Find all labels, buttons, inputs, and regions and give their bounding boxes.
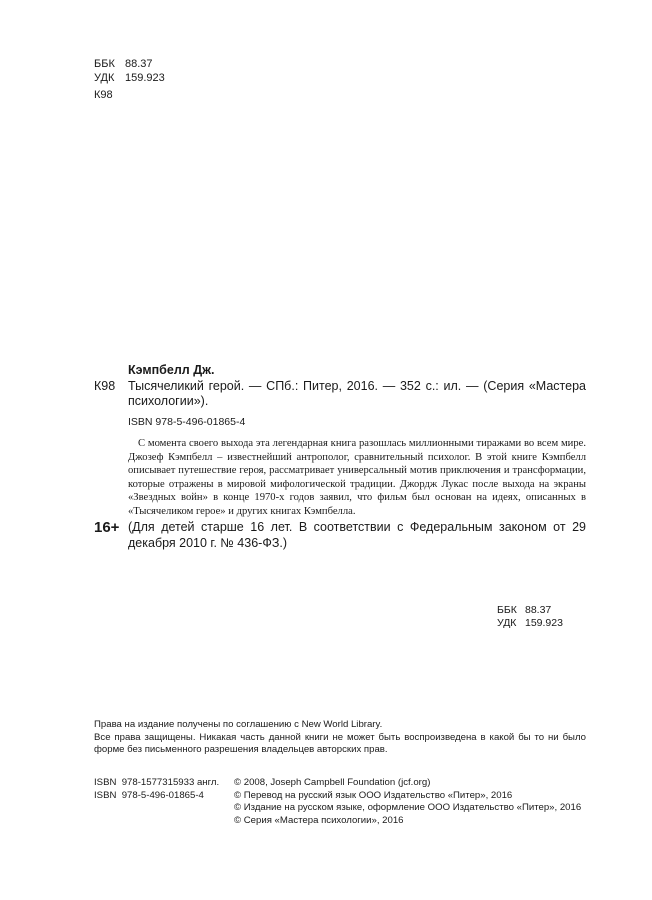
top-bbk-row [94, 57, 153, 71]
copyright-list [234, 777, 581, 827]
annotation: С момента своего выхода эта легендарная книга разошлась миллионными тиражами во всем мире. Джозеф Кэмпбелл – известнейший антрополог, сравнительный психолог. В этой книге Кэмпбелл описывает путешествие героя, рассматривает универсальный мотив приключения и трансформации, которые отражены в мировой мифологической традиции. Джордж Лукас после выхода на экраны «Звездных войн» в конце 1970-х годов заявил, что фильм был основан на идеях, описанных в «Тысячеликом герое» и других книгах Кэмпбелла. [128, 438, 586, 517]
author-code: К98 [94, 379, 116, 393]
copyright-series: © Серия «Мастера психологии», 2016 [234, 814, 404, 826]
top-udk-row [94, 71, 165, 85]
bottom-bbk-row [497, 604, 551, 617]
rights-agreement: Права на издание получены по соглашению с New World Library. [94, 719, 383, 730]
age-rating-badge: 16+ [94, 519, 120, 536]
top-author-code: К98 [94, 89, 113, 101]
top-udk-value: 159.923 [125, 72, 165, 84]
isbn-main: ISBN 978-5-496-01865-4 [128, 416, 246, 428]
bottom-bbk-label: ББК [497, 604, 517, 616]
isbn-english: ISBN 978-1577315933 англ. [94, 777, 220, 788]
isbn-russian: ISBN 978-5-496-01865-4 [94, 789, 204, 801]
bottom-udk-value: 159.923 [525, 617, 563, 629]
bottom-udk-row [497, 617, 563, 630]
title-description: Тысячеликий герой. — СПб.: Питер, 2016. — 352 с.: ил. — (Серия «Мастера психологии»). [128, 379, 586, 408]
age-rating-text: (Для детей старше 16 лет. В соответствии с Федеральным законом от 29 декабря 2010 г. № 436-ФЗ.) [128, 520, 586, 550]
isbn-list [94, 777, 219, 802]
top-bbk-value: 88.37 [125, 58, 153, 70]
rights-block [94, 719, 586, 757]
author-name: Кэмпбелл Дж. [128, 363, 215, 377]
copyright-foundation: © 2008, Joseph Campbell Foundation (jcf.org) [234, 777, 431, 788]
bottom-udk-label: УДК [497, 617, 517, 629]
top-udk-label: УДК [94, 72, 115, 84]
copyright-translation: © Перевод на русский язык ООО Издательство «Питер», 2016 [234, 789, 513, 801]
copyright-edition: © Издание на русском языке, оформление ООО Издательство «Питер», 2016 [234, 802, 582, 813]
bottom-bbk-value: 88.37 [525, 604, 552, 616]
top-bbk-label: ББК [94, 58, 115, 70]
rights-reserved: Все права защищены. Никакая часть данной книги не может быть воспроизведена в какой бы то ни было форме без письменного разрешения владельцев авторских прав. [94, 731, 586, 755]
